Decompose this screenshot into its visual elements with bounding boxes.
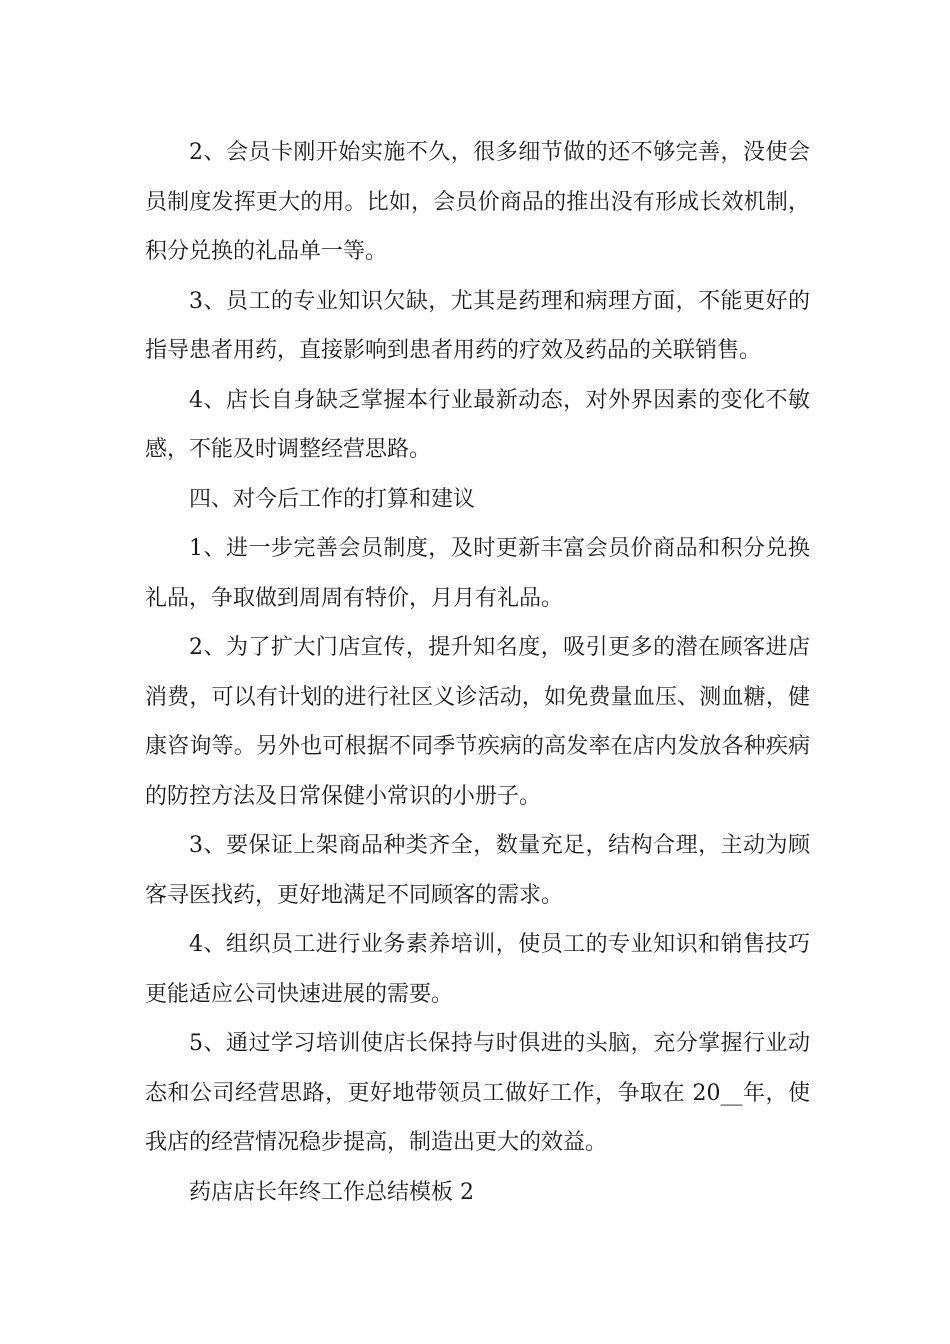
next-document-title: 药店店长年终工作总结模板 2 [189, 1179, 474, 1205]
document-body [145, 128, 810, 1217]
paragraph-staff-knowledge-issue: 3、员工的专业知识欠缺，尤其是药理和病理方面，不能更好的指导患者用药，直接影响到患者用药的疗效及药品的关联销售。 [145, 288, 810, 363]
paragraph-plan-membership: 1、进一步完善会员制度，及时更新丰富会员价商品和积分兑换礼品，争取做到周周有特价，月月有礼品。 [145, 536, 810, 611]
section-heading-plans: 四、对今后工作的打算和建议 [189, 486, 476, 512]
paragraph-manager-issue: 4、店长自身缺乏掌握本行业最新动态，对外界因素的变化不敏感，不能及时调整经营思路。 [145, 387, 810, 462]
paragraph-plan-stock: 3、要保证上架商品种类齐全，数量充足，结构合理，主动为顾客寻医找药，更好地满足不同顾客的需求。 [145, 833, 810, 908]
paragraph-plan-training: 4、组织员工进行业务素养培训，使员工的专业知识和销售技巧更能适应公司快速进展的需要。 [145, 932, 810, 1007]
paragraph-plan-manager: 5、通过学习培训使店长保持与时俱进的头脑，充分掌握行业动态和公司经营思路，更好地带领员工做好工作，争取在 20__年，使我店的经营情况稳步提高，制造出更大的效益。 [145, 1031, 810, 1155]
paragraph-plan-promotion: 2、为了扩大门店宣传，提升知名度，吸引更多的潜在顾客进店消费，可以有计划的进行社区义诊活动，如免费量血压、测血糖，健康咨询等。另外也可根据不同季节疾病的高发率在店内发放各种疾病的防控方法及日常保健小常识的小册子。 [145, 635, 810, 809]
paragraph-membership-issue: 2、会员卡刚开始实施不久，很多细节做的还不够完善，没使会员制度发挥更大的用。比如，会员价商品的推出没有形成长效机制，积分兑换的礼品单一等。 [145, 140, 810, 264]
